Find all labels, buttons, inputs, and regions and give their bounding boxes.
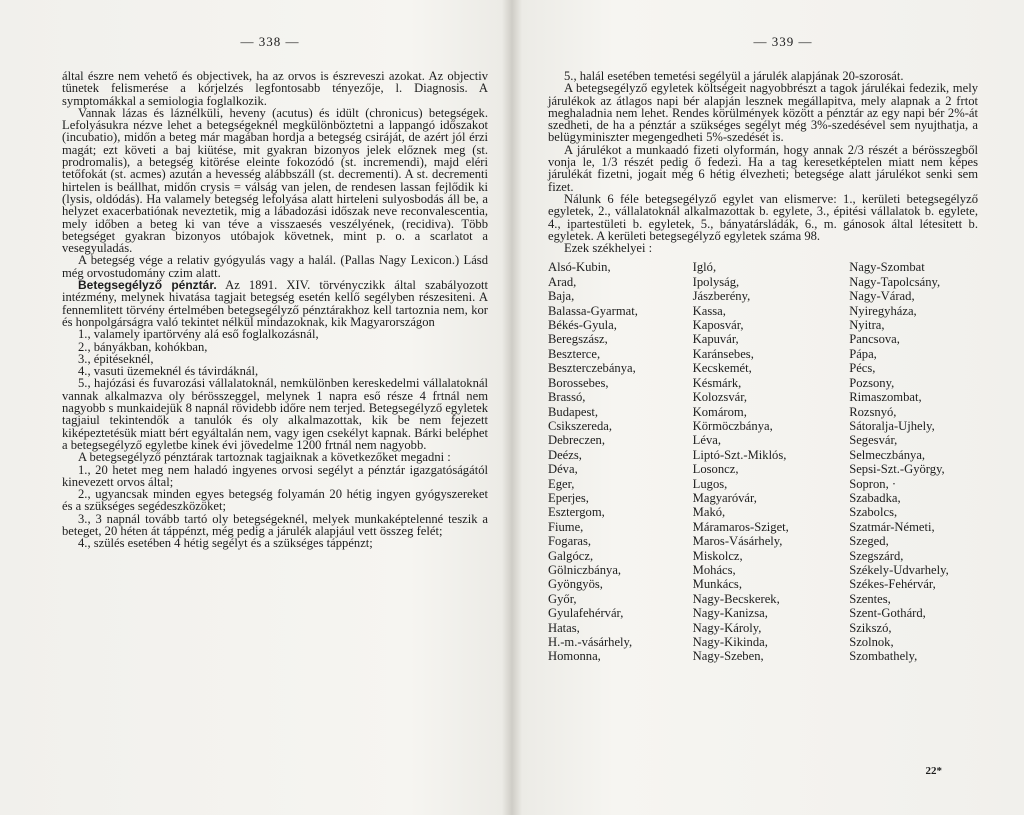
town-item: Esztergom, bbox=[548, 505, 605, 520]
town-item: Debreczen, bbox=[548, 433, 605, 448]
town-item: Nagy-Szeben, bbox=[692, 649, 764, 664]
paragraph: A betegsegélyző pénztárak tartoznak tagjaiknak a következőket megadni : bbox=[78, 450, 451, 465]
town-item: Déva, bbox=[548, 462, 578, 477]
town-item: Rimaszombat, bbox=[849, 390, 922, 405]
town-item: Sátoralja-Ujhely, bbox=[849, 418, 935, 433]
town-item: Szent-Gothárd, bbox=[849, 606, 926, 621]
town-item: Komárom, bbox=[692, 404, 747, 419]
town-item: Szegszárd, bbox=[849, 548, 904, 563]
town-item: Fiume, bbox=[548, 519, 584, 534]
town-item: Gölniczbánya, bbox=[548, 562, 622, 577]
town-item: Székely-Udvarhely, bbox=[849, 562, 949, 577]
town-item: Kecskemét, bbox=[692, 361, 752, 376]
town-column-2 bbox=[693, 260, 850, 663]
paragraph: A járulékot a munkaadó fizeti olyformán, hogy annak 2/3 részét a bérösszegből vonja le, 1/3 részét pedig ő fedezi. Ha a tag keresetképtelen miatt nem képes járulékát fizetni, jogait még 6 hétig élvezheti; betegsége alatt járulékot senki sem fizet. bbox=[548, 142, 978, 194]
town-item: Arad, bbox=[548, 274, 577, 289]
town-item: Liptó-Szt.-Miklós, bbox=[692, 447, 787, 462]
town-item: Gyulafehérvár, bbox=[548, 606, 624, 621]
town-item: Szombathely, bbox=[849, 649, 918, 664]
town-item: Jászberény, bbox=[692, 289, 751, 304]
list-item: 2., bányákban, kohókban, bbox=[78, 339, 208, 354]
town-item: Máramaros-Sziget, bbox=[692, 519, 789, 534]
town-item: Alsó-Kubin, bbox=[548, 260, 611, 275]
list-item: 3., 3 napnál tovább tartó oly betegségeknél, melyek munkaképtelenné teszik a beteget, 20 héten át táppénzt, még pedig a járulék alapjául vett összeg felét; bbox=[62, 511, 488, 538]
town-item: Beszterce, bbox=[548, 346, 601, 361]
town-item: Karánsebes, bbox=[692, 346, 754, 361]
town-item: Ipolyság, bbox=[692, 274, 740, 289]
town-item: Gyöngyös, bbox=[548, 577, 603, 592]
town-item: Nagy-Kikinda, bbox=[692, 635, 768, 650]
town-item: H.-m.-vásárhely, bbox=[548, 635, 633, 650]
town-item: Szeged, bbox=[849, 534, 889, 549]
town-item: Pécs, bbox=[849, 361, 876, 376]
paragraph: Ezek székhelyei : bbox=[564, 241, 653, 256]
town-item: Deézs, bbox=[548, 447, 582, 462]
town-item: Késmárk, bbox=[692, 375, 742, 390]
town-item: Csikszereda, bbox=[548, 418, 612, 433]
list-item: 1., valamely ipartörvény alá eső foglalkozásnál, bbox=[78, 327, 319, 342]
town-item: Homonna, bbox=[548, 649, 601, 664]
list-item: 5., hajózási és fuvarozási vállalatoknál, nemkülönben kereskedelmi vállalatoknál vannak alkalmazva oly bérösszeggel, melynek 1 napra eső része 4 frtnál nem nagyobb s munkaidejük 8 napnál rövidebb időre nem terjed. Betegsegélyző egyletek tagjaiul tekintendők a tanulók és oly alkalmazottak, kik be nem fejezett kiképeztetésük miatt bért egyáltalán nem, vagy igen csekélyt kapnak. Bárki beléphet a betegsegélyző egyletbe kinek évi jövedelme 1200 frtnál nem nagyobb. bbox=[62, 376, 488, 452]
paragraph: által észre nem vehető és objectivek, ha az orvos is észreveszi azokat. Az objectiv tünetek felismerése a kórjelzés legfontosabb tényezője, l. Diagnosis. A symptomákkal a semiologia foglalkozik. bbox=[62, 69, 488, 108]
town-item: Szolnok, bbox=[849, 635, 894, 650]
town-item: Pápa, bbox=[849, 346, 877, 361]
list-item: 4., vasuti üzemeknél és távirdáknál, bbox=[78, 364, 259, 379]
town-item: Nagy-Tapolcsány, bbox=[849, 274, 941, 289]
town-column-3 bbox=[849, 260, 978, 663]
list-item: 4., szülés esetében 4 hétig segélyt és a szükséges táppénzt; bbox=[78, 536, 373, 551]
list-item: 3., épitéseknél, bbox=[78, 351, 154, 366]
town-column-1 bbox=[548, 260, 693, 663]
town-item: Selmeczbánya, bbox=[849, 447, 926, 462]
list-item: 1., 20 hetet meg nem haladó ingyenes orvosi segélyt a pénztár igazgatóságától kinevezett orvos által; bbox=[62, 462, 488, 489]
town-item: Magyaróvár, bbox=[692, 490, 757, 505]
town-item: Eperjes, bbox=[548, 490, 589, 505]
town-list bbox=[548, 260, 978, 663]
town-item: Székes-Fehérvár, bbox=[849, 577, 936, 592]
town-item: Szentes, bbox=[849, 591, 891, 606]
town-item: Szikszó, bbox=[849, 620, 892, 635]
town-item: Hatas, bbox=[548, 620, 580, 635]
paragraph: 5., halál esetében temetési segélyül a járulék alapjának 20-szorosát. bbox=[564, 69, 904, 83]
paragraph: A betegség vége a relativ gyógyulás vagy a halál. (Pallas Nagy Lexicon.) Lásd még orvostudomány czim alatt. bbox=[62, 253, 488, 280]
town-item: Nagy-Károly, bbox=[692, 620, 762, 635]
town-item: Mohács, bbox=[692, 562, 736, 577]
town-item: Brassó, bbox=[548, 390, 586, 405]
town-item: Baja, bbox=[548, 289, 575, 304]
town-item: Eger, bbox=[548, 476, 575, 491]
town-item: Lugos, bbox=[692, 476, 728, 491]
town-item: Győr, bbox=[548, 591, 577, 606]
town-item: Segesvár, bbox=[849, 433, 898, 448]
town-item: Balassa-Gyarmat, bbox=[548, 303, 638, 318]
town-item: Beregszász, bbox=[548, 332, 608, 347]
right-page bbox=[512, 0, 1024, 815]
town-item: Békés-Gyula, bbox=[548, 318, 617, 333]
town-item: Nagy-Kanizsa, bbox=[692, 606, 768, 621]
entry-paragraph bbox=[62, 279, 488, 328]
town-item: Pozsony, bbox=[849, 375, 895, 390]
entry-heading: Betegsegélyző pénztár. bbox=[78, 278, 217, 293]
town-item: Budapest, bbox=[548, 404, 599, 419]
page-number-right: — 339 — bbox=[753, 34, 813, 49]
town-item: Kapuvár, bbox=[692, 332, 739, 347]
town-item: Kolozsvár, bbox=[692, 390, 748, 405]
town-item: Nagy-Szombat bbox=[849, 260, 925, 275]
town-item: Körmöczbánya, bbox=[692, 418, 773, 433]
town-item: Borossebes, bbox=[548, 375, 609, 390]
town-item: Sepsi-Szt.-György, bbox=[849, 462, 945, 477]
town-item: Léva, bbox=[692, 433, 721, 448]
page-number-left: — 338 — bbox=[240, 34, 300, 49]
town-item: Losoncz, bbox=[692, 462, 739, 477]
town-item: Fogaras, bbox=[548, 534, 592, 549]
town-item: Sopron, · bbox=[849, 476, 897, 491]
town-item: Miskolcz, bbox=[692, 548, 743, 563]
signature-mark: 22* bbox=[925, 765, 942, 777]
town-item: Maros-Vásárhely, bbox=[692, 534, 783, 549]
town-item: Szatmár-Németi, bbox=[849, 519, 935, 534]
town-item: Rozsnyó, bbox=[849, 404, 897, 419]
town-item: Kassa, bbox=[692, 303, 726, 318]
town-item: Galgócz, bbox=[548, 548, 594, 563]
town-item: Szabadka, bbox=[849, 490, 901, 505]
paragraph: Vannak lázas és láznélküli, heveny (acutus) és idült (chronicus) betegségek. Lefolyásukra nézve lehet a betegségeknél megkülönböztetni a lappangó időszakot (incubatio), midőn a beteg már magában hordja a betegség csiráját, de azért jól érzi magát; ezt követi a baj kiütése, mit gyakran bizonyos jelek előznek meg (st. prodromalis), a betegség kitörése eleinte fokozódó (st. incremendi), majd eléri tetőfokát (st. acmes) azután a hevesség alábbszáll (st. decrementi). A st. decrementi hirtelen is beállhat, midőn crysis = válság van jelen, de rendesen lassan fejlődik ki (lysis, oldódás). Ha valamely betegség lefolyása alatt hirteleni sulyosbodás áll be, a helyzet exacerbatiónak neveztetik, mig a lábadozási időszak neve reconvalescentia, mely időben a beteg ki van téve a visszaesés veszélyének, (recidiva). Több betegséget gyakran bizonyos utóbajok követnek, mint p. o. a scarlatot a vesegyuladás. bbox=[62, 105, 488, 256]
entry-text: Az 1891. XIV. törvényczikk által szabályozott intézmény, melynek hivatása tagjait betegség esetén kellő segélyben részesiteni. A fennemlitett törvény értelmében betegsegélyző pénztárakhoz kell tartoznia nem, kor és honpolgárságra való tekintet nélkül mindazoknak, kik Magyarországon bbox=[62, 278, 488, 329]
paragraph: A betegsegélyző egyletek költségeit nagyobbrészt a tagok járulékai fedezik, mely járulékok az átlagos napi bér alapján lesznek megállapitva, mely alapnak a 2 frtot meghaladnia nem lehet. Rendes körülmények között a pénztár az egy napi bér 2%-át szedheti, de ha a pénztár a szükséges segélyt még 3%-szedésével sem nyujthatja, a belügyminiszter megengedheti 5%-szedését is. bbox=[548, 81, 978, 145]
list-item: 2., ugyancsak minden egyes betegség folyamán 20 hétig ingyen gyógyszereket és a szükséges segédeszközöket; bbox=[62, 487, 488, 514]
town-item: Munkács, bbox=[692, 577, 742, 592]
town-item: Nyiregyháza, bbox=[849, 303, 917, 318]
paragraph: Nálunk 6 féle betegsegélyző egylet van elismerve: 1., kerületi betegsegélyző egyletek, 2., vállalatoknál alkalmazottak b. egylete, 3., épitési vállalatok b. egylete, 4., ipartestületi b. egyletek, 5., bányatársládák, 6., m. gánosok által létesitett b. egyletek. A kerületi betegsegélyző egyletek száma 98. bbox=[548, 191, 978, 243]
town-item: Makó, bbox=[692, 505, 726, 520]
town-item: Nagy-Várad, bbox=[849, 289, 915, 304]
town-item: Pancsova, bbox=[849, 332, 900, 347]
town-item: Nagy-Becskerek, bbox=[692, 591, 780, 606]
town-item: Igló, bbox=[692, 260, 717, 275]
town-item: Beszterczebánya, bbox=[548, 361, 636, 376]
town-item: Nyitra, bbox=[849, 318, 885, 333]
town-item: Szabolcs, bbox=[849, 505, 898, 520]
town-item: Kaposvár, bbox=[692, 318, 744, 333]
